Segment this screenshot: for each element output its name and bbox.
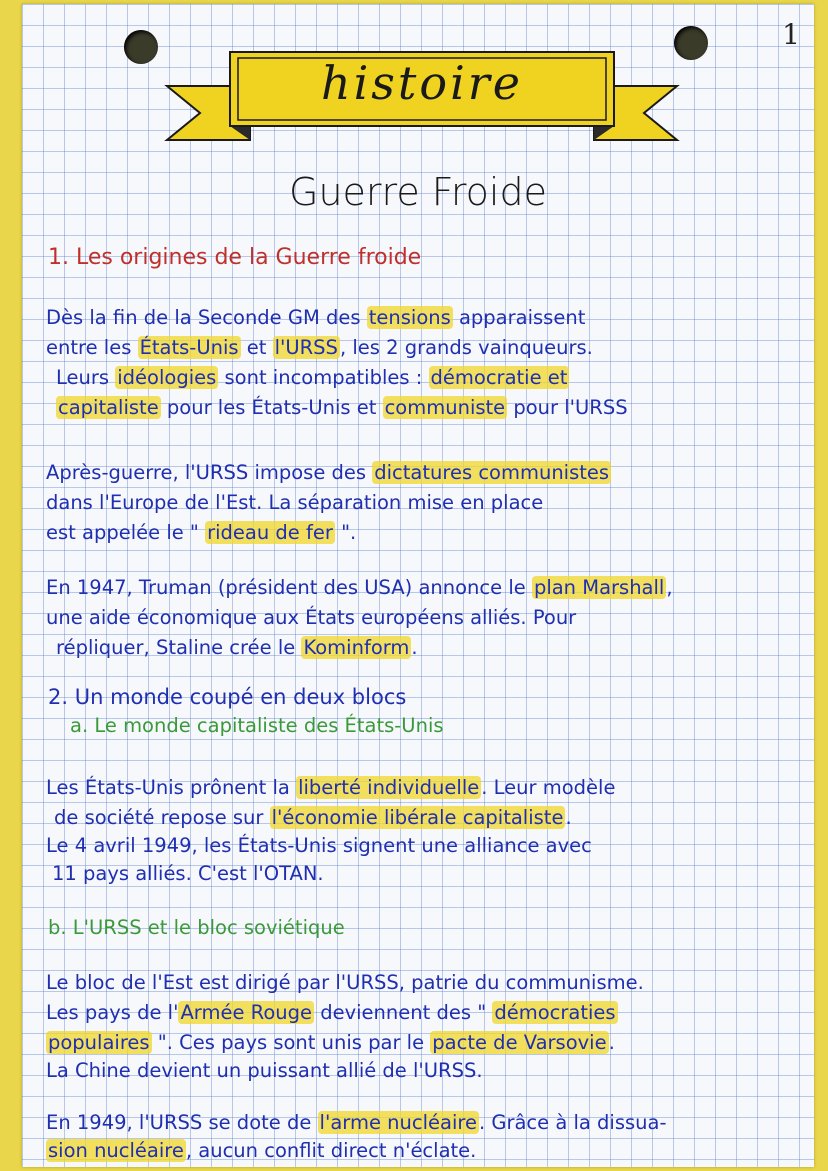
text-line: La Chine devient un puissant allié de l'URSS. (46, 1059, 483, 1082)
notebook-page (22, 4, 814, 1167)
text-line: est appelée le " rideau de fer ". (46, 521, 357, 544)
text-line: sion nucléaire , aucun conflit direct n'éclate. (48, 1139, 477, 1162)
subsection-a-heading: a. Le monde capitaliste des États-Unis (70, 714, 444, 737)
text-line: En 1947, Truman (président des USA) annonce le plan Marshall , (46, 576, 673, 599)
banner-title: histoire (320, 56, 524, 110)
page-number: 1 (782, 18, 800, 51)
subsection-b-heading: b. L'URSS et le bloc soviétique (48, 916, 345, 939)
title-banner (162, 46, 682, 142)
text-line: 11 pays alliés. C'est l'OTAN. (52, 862, 324, 885)
text-line: Après-guerre, l'URSS impose des dictatures communistes (46, 461, 610, 484)
punch-hole-left (124, 30, 158, 64)
text-line: entre les États-Unis et l'URSS , les 2 grands vainqueurs. (46, 336, 593, 359)
text-line: Le bloc de l'Est est dirigé par l'URSS, patrie du communisme. (46, 971, 644, 994)
text-line: capitaliste pour les États-Unis et communiste pour l'URSS (58, 396, 628, 419)
text-line: Le 4 avril 1949, les États-Unis signent une alliance avec (46, 834, 592, 857)
text-line: de société repose sur l'économie libérale capitaliste . (54, 806, 572, 829)
text-line: Les États-Unis prônent la liberté individuelle . Leur modèle (46, 776, 616, 799)
text-line: En 1949, l'URSS se dote de l'arme nucléaire . Grâce à la dissua- (46, 1111, 667, 1134)
text-line: Les pays de l' Armée Rouge deviennent des " démocraties (46, 1001, 616, 1024)
text-line: dans l'Europe de l'Est. La séparation mise en place (46, 491, 544, 514)
section-2-heading: 2. Un monde coupé en deux blocs (48, 685, 407, 709)
text-line: populaires ". Ces pays sont unis par le pacte de Varsovie . (48, 1031, 615, 1054)
text-line: répliquer, Staline crée le Kominform . (56, 636, 418, 659)
section-1-heading: 1. Les origines de la Guerre froide (48, 245, 422, 270)
text-line: Dès la fin de la Seconde GM des tensions apparaissent (46, 306, 586, 329)
text-line: Leurs idéologies sont incompatibles : démocratie et (56, 366, 568, 389)
text-line: une aide économique aux États européens alliés. Pour (46, 606, 577, 629)
page-title: Guerre Froide (289, 170, 547, 214)
